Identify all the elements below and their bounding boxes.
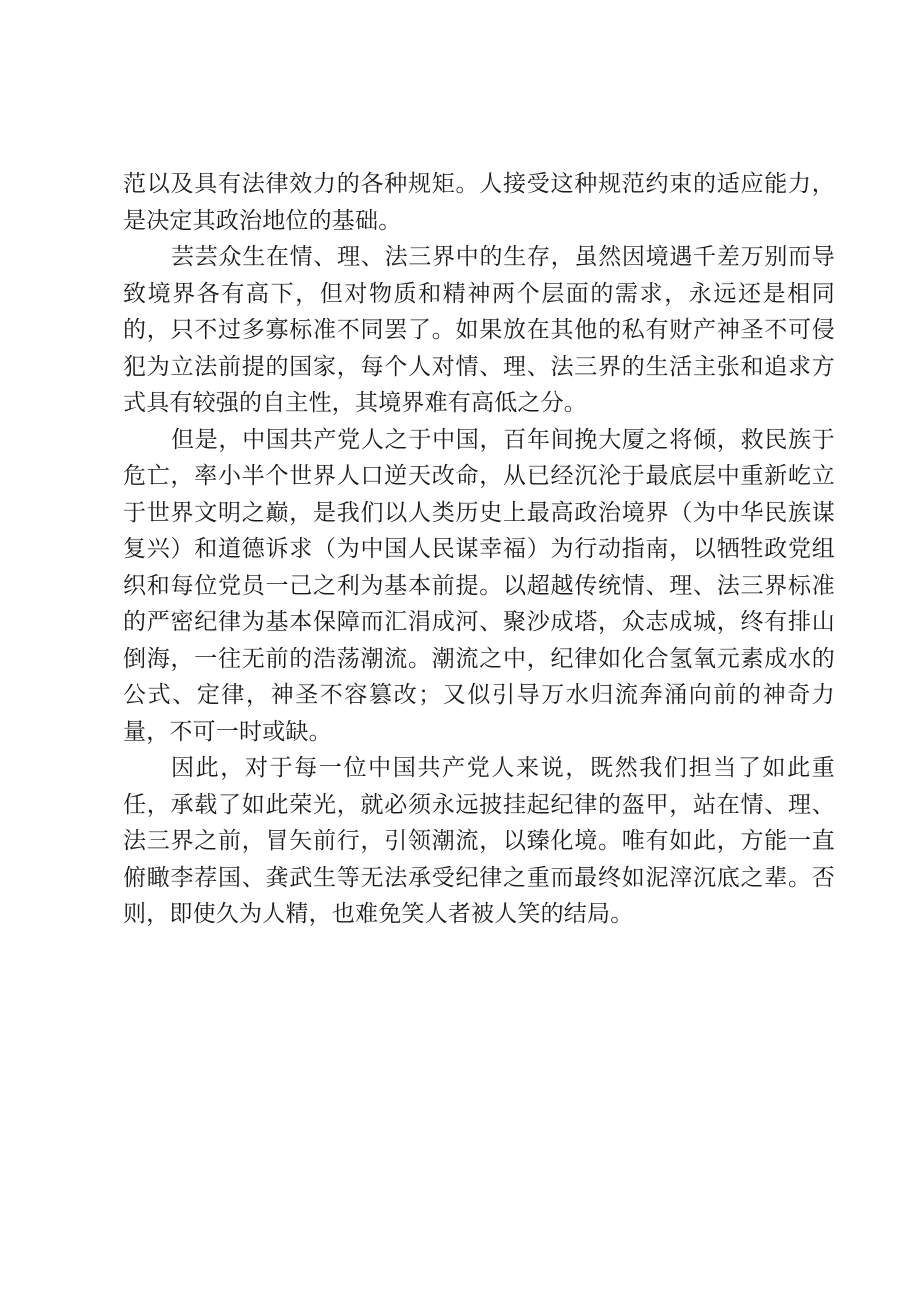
paragraph-conclusion: 因此，对于每一位中国共产党人来说，既然我们担当了如此重任，承载了如此荣光，就必须永远披挂起纪律的盔甲，站在情、理、法三界之前，冒矢前行，引领潮流，以臻化境。唯有如此，方能一直俯瞰李荐国、龚武生等无法承受纪律之重而最终如泥滓沉底之辈。否则，即使久为人精，也难免笑人者被人笑的结局。 xyxy=(123,755,835,927)
paragraph-continuation: 范以及具有法律效力的各种规矩。人接受这种规范约束的适应能力，是决定其政治地位的基础。 xyxy=(123,171,835,234)
paragraph-existence: 芸芸众生在情、理、法三界中的生存，虽然因境遇千差万别而导致境界各有高下，但对物质和精神两个层面的需求，永远还是相同的，只不过多寡标准不同罢了。如果放在其他的私有财产神圣不可侵犯为立法前提的国家，每个人对情、理、法三界的生活主张和追求方式具有较强的自主性，其境界难有高低之分。 xyxy=(123,244,835,416)
paragraph-party-history: 但是，中国共产党人之于中国，百年间挽大厦之将倾，救民族于危亡，率小半个世界人口逆天改命，从已经沉沦于最底层中重新屹立于世界文明之巅，是我们以人类历史上最高政治境界（为中华民族谋复兴）和道德诉求（为中国人民谋幸福）为行动指南，以牺牲政党组织和每位党员一己之利为基本前提。以超越传统情、理、法三界标准的严密纪律为基本保障而汇涓成河、聚沙成塔，众志成城，终有排山倒海，一往无前的浩荡潮流。潮流之中，纪律如化合氢氧元素成水的公式、定律，神圣不容篡改；又似引导万水归流奔涌向前的神奇力量，不可一时或缺。 xyxy=(123,426,835,745)
document-body xyxy=(123,166,835,933)
